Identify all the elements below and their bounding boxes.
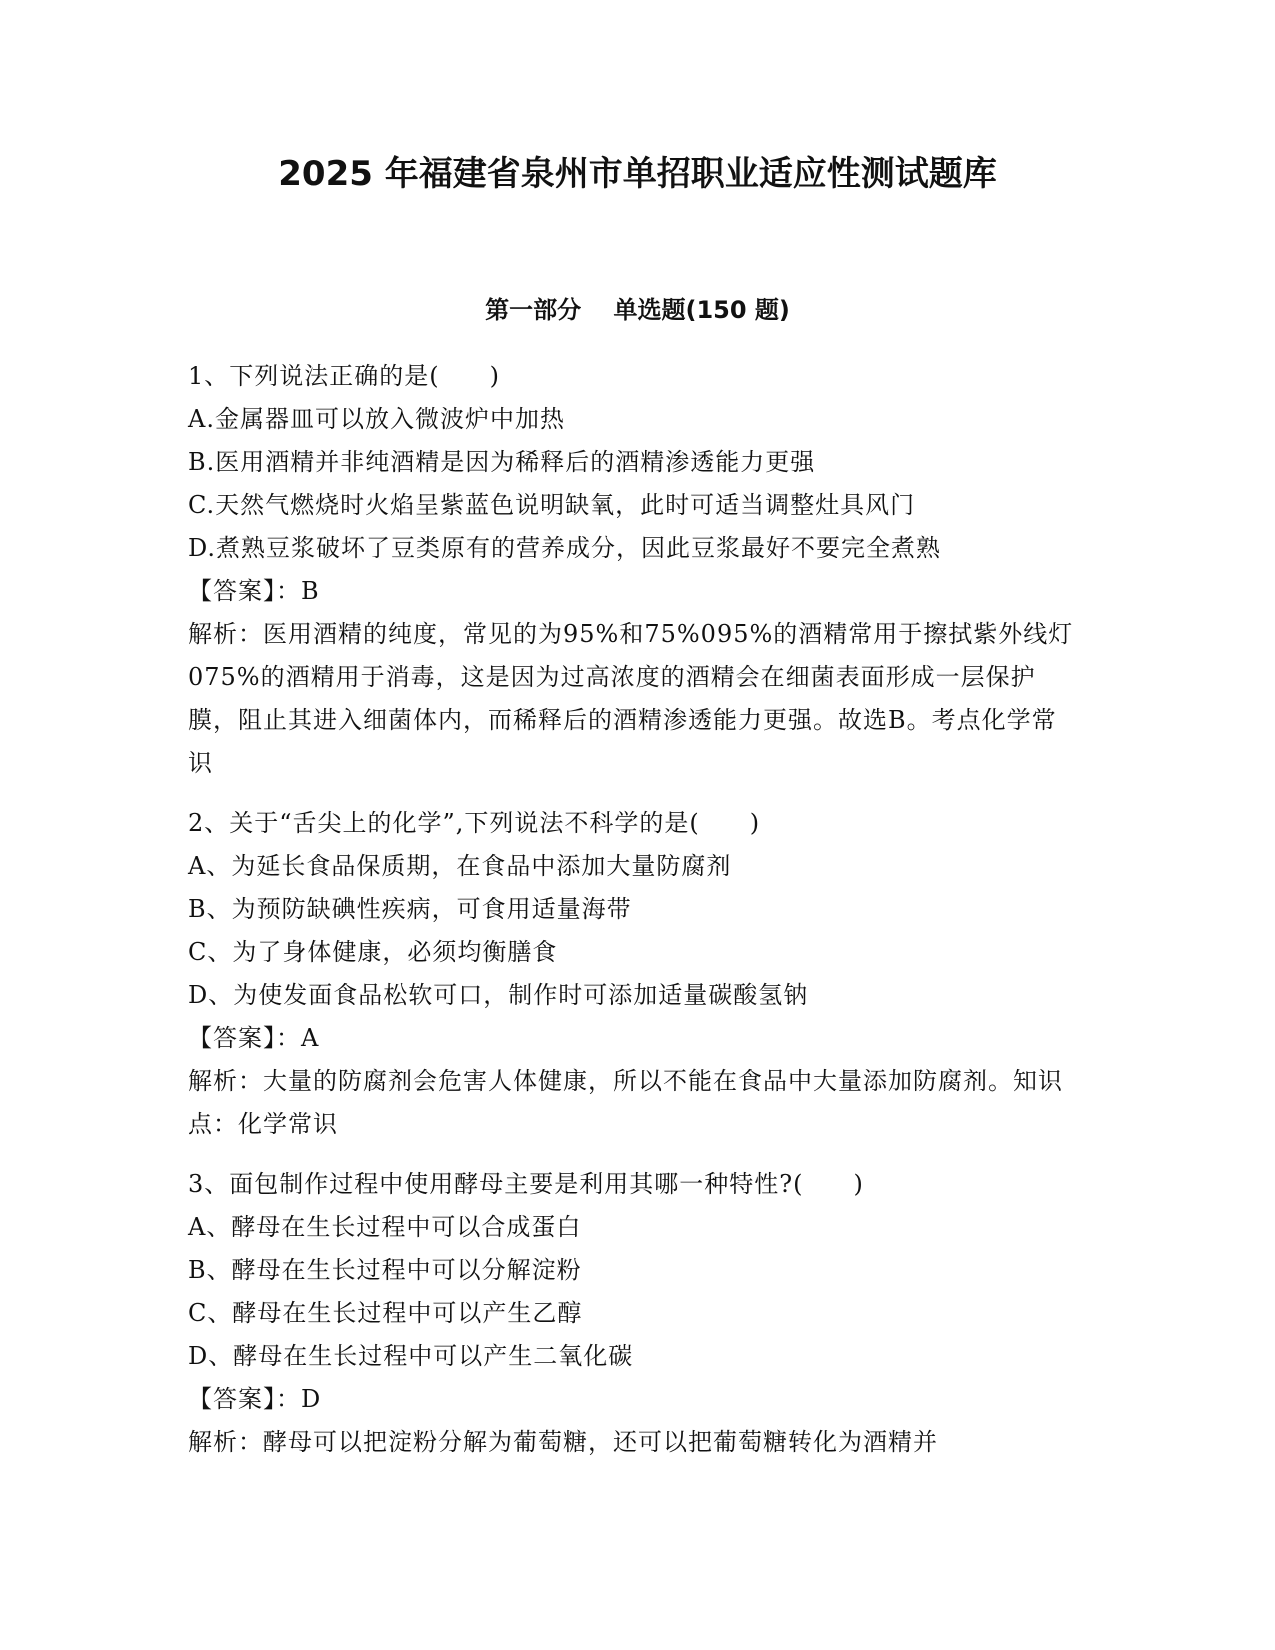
answer-label: 【答案】： — [188, 1024, 301, 1052]
answer-row — [188, 570, 1078, 613]
option-a: A、酵母在生长过程中可以合成蛋白 — [188, 1213, 582, 1241]
answer-row — [188, 1378, 1078, 1421]
answer-value: B — [301, 577, 320, 605]
option-a: A、为延长食品保质期，在食品中添加大量防腐剂 — [188, 852, 732, 880]
question-list — [188, 355, 1078, 1481]
answer-label: 【答案】： — [188, 577, 301, 605]
option-d: D.煮熟豆浆破坏了豆类原有的营养成分，因此豆浆最好不要完全煮熟 — [188, 534, 942, 562]
answer-value: D — [301, 1385, 322, 1413]
option-c: C.天然气燃烧时火焰呈紫蓝色说明缺氧，此时可适当调整灶具风门 — [188, 491, 916, 519]
question-3 — [188, 1163, 1078, 1464]
option-b: B、酵母在生长过程中可以分解淀粉 — [188, 1256, 582, 1284]
section-title: 第一部分 单选题(150 题) — [485, 296, 790, 324]
question-stem: 1、下列说法正确的是( ) — [188, 362, 500, 390]
question-1 — [188, 355, 1078, 785]
option-a: A.金属器皿可以放入微波炉中加热 — [188, 405, 565, 433]
answer-label: 【答案】： — [188, 1385, 301, 1413]
question-stem: 3、面包制作过程中使用酵母主要是利用其哪一种特性?( ) — [188, 1170, 864, 1198]
answer-value: A — [301, 1024, 320, 1052]
option-c: C、酵母在生长过程中可以产生乙醇 — [188, 1299, 583, 1327]
analysis-text: 解析：大量的防腐剂会危害人体健康，所以不能在食品中大量添加防腐剂。知识点：化学常识 — [188, 1067, 1063, 1138]
option-d: D、酵母在生长过程中可以产生二氧化碳 — [188, 1342, 634, 1370]
option-b: B、为预防缺碘性疾病，可食用适量海带 — [188, 895, 632, 923]
option-b: B.医用酒精并非纯酒精是因为稀释后的酒精渗透能力更强 — [188, 448, 816, 476]
option-c: C、为了身体健康，必须均衡膳食 — [188, 938, 558, 966]
document-title: 2025 年福建省泉州市单招职业适应性测试题库 — [278, 154, 997, 194]
option-d: D、为使发面食品松软可口，制作时可添加适量碳酸氢钠 — [188, 981, 809, 1009]
question-stem: 2、关于“舌尖上的化学”,下列说法不科学的是( ) — [188, 809, 761, 837]
answer-row — [188, 1017, 1078, 1060]
analysis-text: 解析：酵母可以把淀粉分解为葡萄糖，还可以把葡萄糖转化为酒精并 — [188, 1428, 938, 1456]
analysis-text: 解析：医用酒精的纯度，常见的为95%和75%095%的酒精常用于擦拭紫外线灯075%的酒精用于消毒，这是因为过高浓度的酒精会在细菌表面形成一层保护膜，阻止其进入细菌体内，而稀释后的酒精渗透能力更强。故选B。考点化学常识 — [188, 620, 1074, 777]
question-2 — [188, 802, 1078, 1146]
